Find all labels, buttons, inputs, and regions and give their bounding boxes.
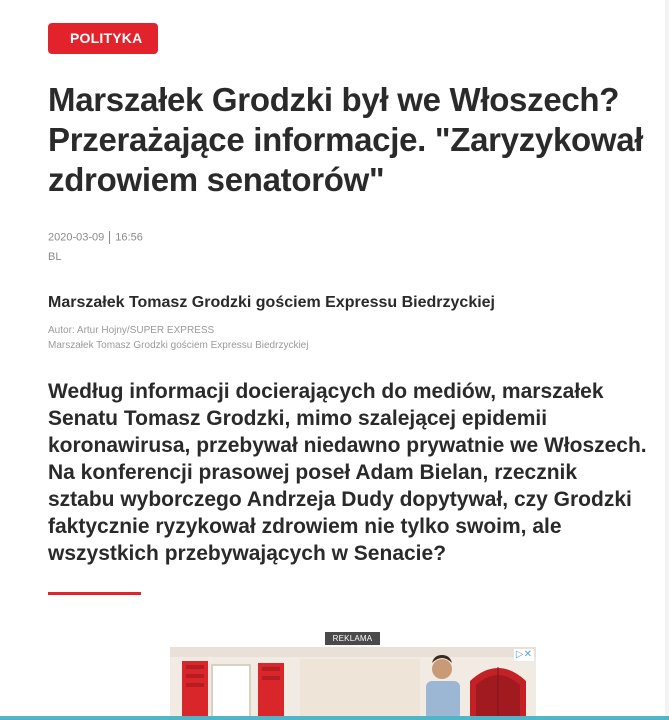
ad-window — [212, 665, 250, 720]
ad-label: REKLAMA — [325, 632, 380, 645]
ad-wall — [300, 659, 420, 720]
red-divider — [48, 592, 141, 595]
photo-caption: Marszałek Tomasz Grodzki gościem Expressu Biedrzyckiej — [48, 340, 309, 351]
article-time: 16:56 — [115, 231, 143, 244]
ad-banner[interactable] — [170, 647, 536, 720]
article-lead: Według informacji docierających do mediów, marszałek Senatu Tomasz Grodzki, mimo szalejącej epidemii koronawirusa, przebywał niedawno prywatnie we Włoszech. Na konferencji prasowej poseł Adam Bielan, rzecznik sztabu wyborczego Andrzeja Dudy dopytywał, czy Grodzki faktycznie ryzykował zdrowiem nie tylko swoim, ale wszystkich przebywających w Senacie? — [48, 380, 647, 565]
ad-person-shirt — [426, 681, 460, 720]
ad-person-head — [432, 659, 452, 679]
photo-credit-block — [48, 323, 308, 353]
category-badge[interactable]: POLITYKA — [48, 23, 158, 54]
ad-banner-image[interactable] — [170, 647, 536, 720]
article-author: BL — [48, 251, 62, 263]
photo-credit: Autor: Artur Hojny/SUPER EXPRESS — [48, 325, 215, 336]
scrollbar-track[interactable] — [665, 0, 669, 720]
article-date: 2020-03-09 — [48, 231, 105, 244]
bottom-bar — [0, 716, 669, 720]
adchoices-icon[interactable]: ▷✕ — [515, 649, 532, 660]
article-headline: Marszałek Grodzki był we Włoszech? Przerażające informacje. "Zaryzykował zdrowiem senatorów" — [48, 81, 644, 198]
ad-shutter-center — [258, 663, 284, 720]
meta-separator — [109, 231, 110, 244]
article-meta — [48, 231, 143, 244]
ad-shutter-left — [182, 661, 208, 720]
photo-title: Marszałek Tomasz Grodzki gościem Expressu Biedrzyckiej — [48, 294, 495, 311]
